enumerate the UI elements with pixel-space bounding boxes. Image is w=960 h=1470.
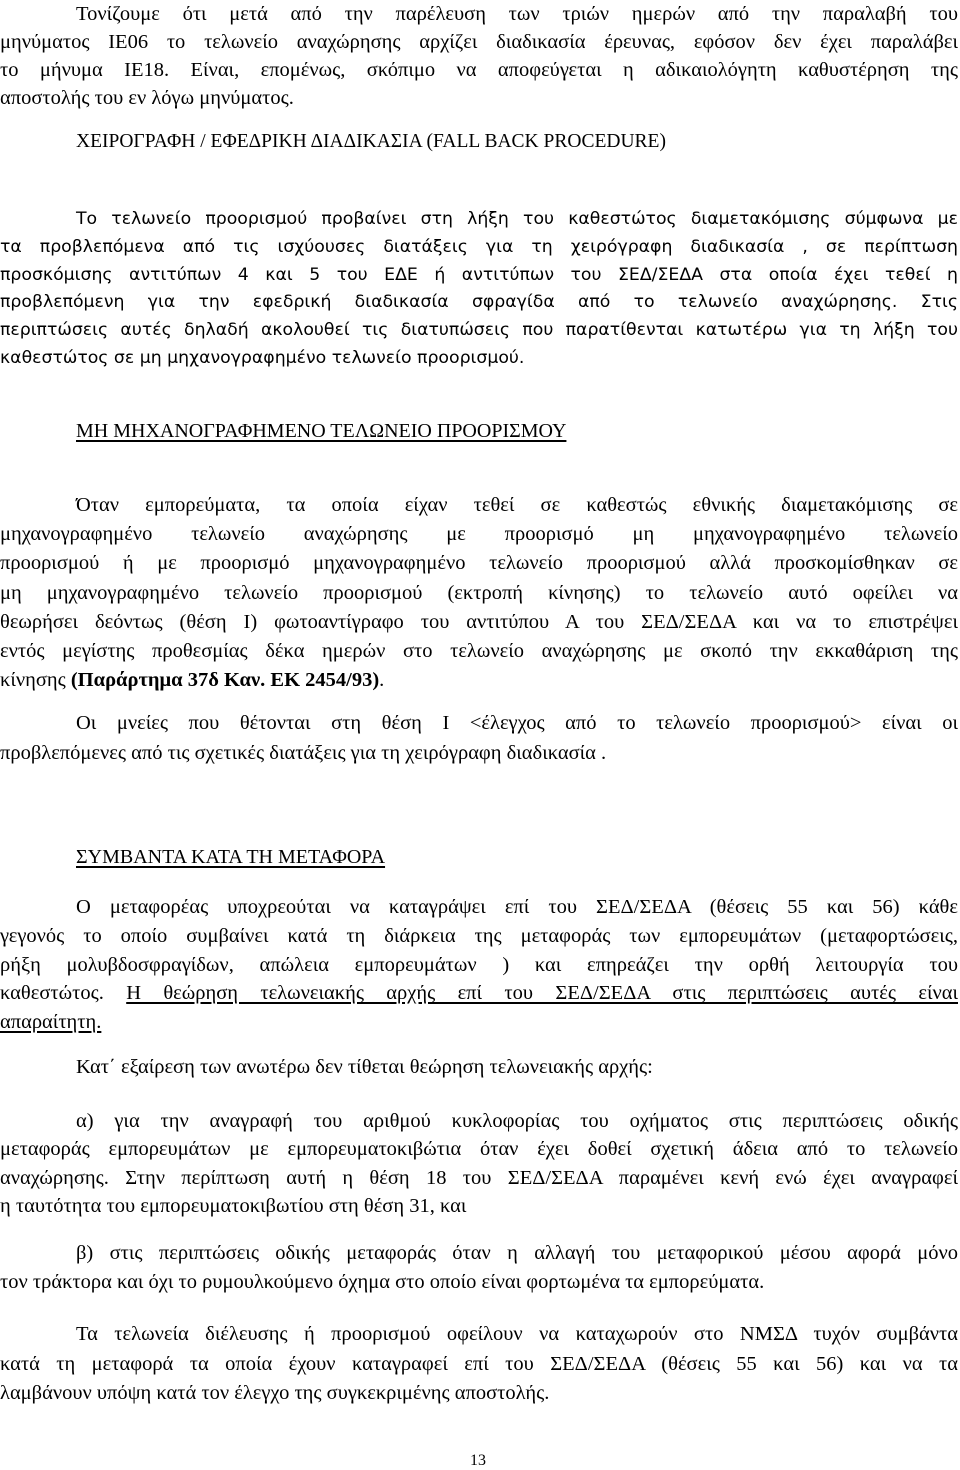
text-line bbox=[0, 979, 958, 1008]
section-heading-non-computerised: ΜΗ ΜΗΧΑΝΟΓΡΑΦΗΜΕΝΟ ΤΕΛΩΝΕΙΟ ΠΡΟΟΡΙΣΜΟΥ bbox=[76, 420, 567, 442]
exception-intro bbox=[0, 1053, 958, 1081]
transit-paragraph bbox=[0, 1320, 958, 1409]
text-line: καθεστώτος σε μη μηχανογραφημένο τελωνείο προορισμού. bbox=[0, 347, 525, 368]
text-line: αναχώρησης. Στην περίπτωση αυτή η θέση 18 του ΣΕΔ/ΣΕΔΑ παραμένει κενή ενώ έχει αναγραφεί bbox=[0, 1166, 958, 1189]
intro-paragraph bbox=[0, 0, 958, 112]
text-line: περιπτώσεις αυτές δηλαδή ακολουθεί τις διατυπώσεις που παρατίθενται κατωτέρω για τη λήξη του bbox=[0, 320, 958, 341]
exception-item-a bbox=[0, 1107, 958, 1220]
text-line: θεωρήσει δεόντως (θέση Ι) φωτοαντίγραφο του αντιτύπου Α του ΣΕΔ/ΣΕΔΑ και να το επιστρέψει bbox=[0, 610, 958, 633]
text-line bbox=[0, 1008, 958, 1037]
section-heading-fallback: ΧΕΙΡΟΓΡΑΦΗ / ΕΦΕΔΡΙΚΗ ΔΙΑΔΙΚΑΣΙΑ (FALL BACK PROCEDURE) bbox=[76, 131, 666, 152]
text-line: μηνύματος ΙΕ06 το τελωνείο αναχώρησης αρχίζει διαδικασία έρευνας, εφόσον δεν έχει παραλάβει bbox=[0, 31, 958, 53]
text-line: Τονίζουμε ότι μετά από την παρέλευση των τριών ημερών από την παραλαβή του bbox=[76, 3, 958, 25]
text-line: Κατ΄ εξαίρεση των ανωτέρω δεν τίθεται θεώρηση τελωνειακής αρχής: bbox=[76, 1056, 653, 1078]
text-line: α) για την αναγραφή του αριθμού κυκλοφορίας του οχήματος στις περιπτώσεις οδικής bbox=[76, 1110, 958, 1132]
non-computerised-paragraph bbox=[0, 491, 958, 695]
text-line: προσκόμισης αντιτύπων 4 και 5 του ΕΔΕ ή αντιτύπων του ΣΕΔ/ΣΕΔΑ στα οποία έχει τεθεί η bbox=[0, 264, 958, 285]
text-line: το μήνυμα ΙΕ18. Είναι, επομένως, σκόπιμο να αποφεύγεται η αδικαιολόγητη καθυστέρηση της bbox=[0, 59, 958, 81]
text-line: κατά τη μεταφορά τα οποία έχουν καταγραφεί επί του ΣΕΔ/ΣΕΔΑ (θέσεις 55 και 56) και να τα bbox=[0, 1352, 958, 1375]
text-line: γεγονός το οποίο συμβαίνει κατά τη διάρκεια της μεταφοράς των εμπορευμάτων (μεταφορτώσεις, bbox=[0, 924, 958, 947]
text-line: Τα τελωνεία διέλευσης ή προορισμού οφείλουν να καταχωρούν στο ΝΜΣΔ τυχόν συμβάντα bbox=[76, 1323, 958, 1345]
text-line: εντός μεγίστης προθεσμίας δέκα ημερών στο τελωνείο αναχώρησης με σκοπό την εκκαθάριση της bbox=[0, 640, 958, 663]
regulation-reference: (Παράρτημα 37δ Καν. ΕΚ 2454/93) bbox=[70, 669, 380, 692]
text-fragment: . bbox=[379, 669, 385, 692]
text-fragment: κίνησης bbox=[0, 669, 71, 692]
underlined-requirement: Η θεώρηση τελωνειακής αρχής επί του ΣΕΔ/ΣΕΔΑ στις περιπτώσεις αυτές είναι bbox=[126, 982, 958, 1005]
text-line: ρήξη μολυβδοσφραγίδων, απώλεια εμπορευμάτων ) και επηρεάζει την ορθή λειτουργία του bbox=[0, 953, 958, 976]
text-fragment: καθεστώτος. bbox=[0, 982, 127, 1005]
text-line: προβλεπόμενες από τις σχετικές διατάξεις για τη χειρόγραφη διαδικασία . bbox=[0, 742, 607, 764]
page-number: 13 bbox=[470, 1452, 486, 1469]
text-line: τον τράκτορα και όχι το ρυμουλκούμενο όχημα στο οποίο είναι φορτωμένα τα εμπορεύματα. bbox=[0, 1271, 765, 1293]
text-line: Το τελωνείο προορισμού προβαίνει στη λήξη του καθεστώτος διαμετακόμισης σύμφωνα με bbox=[76, 209, 958, 229]
text-line: Όταν εμπορεύματα, τα οποία είχαν τεθεί σε καθεστώς εθνικής διαμετακόμισης σε bbox=[76, 494, 958, 516]
text-line: μη μηχανογραφημένο τελωνείο προορισμού (εκτροπή κίνησης) το τελωνείο αυτό οφείλει να bbox=[0, 581, 958, 604]
text-line: μηχανογραφημένο τελωνείο αναχώρησης με προορισμό μη μηχανογραφημένο τελωνείο bbox=[0, 523, 958, 546]
text-line: μεταφοράς εμπορευμάτων με εμπορευματοκιβώτια όταν έχει δοθεί σχετική άδεια από το τελωνείο bbox=[0, 1138, 958, 1161]
text-line: λαμβάνουν υπόψη κατά τον έλεγχο της συγκεκριμένης αποστολής. bbox=[0, 1382, 550, 1404]
text-line: αποστολής του εν λόγω μηνύματος. bbox=[0, 87, 294, 109]
text-line: Ο μεταφορέας υποχρεούται να καταγράψει επί του ΣΕΔ/ΣΕΔΑ (θέσεις 55 και 56) κάθε bbox=[76, 896, 958, 918]
text-line: β) στις περιπτώσεις οδικής μεταφοράς όταν η αλλαγή του μεταφορικού μέσου αφορά μόνο bbox=[76, 1242, 958, 1264]
text-line: η ταυτότητα του εμπορευματοκιβωτίου στη θέση 31, και bbox=[0, 1194, 467, 1217]
mentions-paragraph bbox=[0, 708, 958, 768]
exception-item-b bbox=[0, 1239, 958, 1297]
fallback-paragraph bbox=[0, 206, 958, 373]
text-line: τα προβλεπόμενα από τις ισχύουσες διατάξεις για τη χειρόγραφη διαδικασία , σε περίπτωση bbox=[0, 236, 958, 257]
underlined-requirement: απαραίτητη. bbox=[0, 1011, 102, 1034]
incidents-paragraph bbox=[0, 893, 958, 1037]
text-line bbox=[0, 666, 958, 695]
section-heading-incidents: ΣΥΜΒΑΝΤΑ ΚΑΤΑ ΤΗ ΜΕΤΑΦΟΡΑ bbox=[76, 846, 386, 868]
text-line: Οι μνείες που θέτονται στη θέση Ι <έλεγχος από το τελωνείο προορισμού> είναι οι bbox=[76, 712, 958, 734]
text-line: προορισμού ή με προορισμό μηχανογραφημένο τελωνείο προορισμού αλλά προσκομίσθηκαν σε bbox=[0, 552, 958, 575]
text-line: προβλεπόμενη για την εφεδρική διαδικασία σφραγίδα από το τελωνείο αναχώρησης. Στις bbox=[0, 292, 958, 313]
